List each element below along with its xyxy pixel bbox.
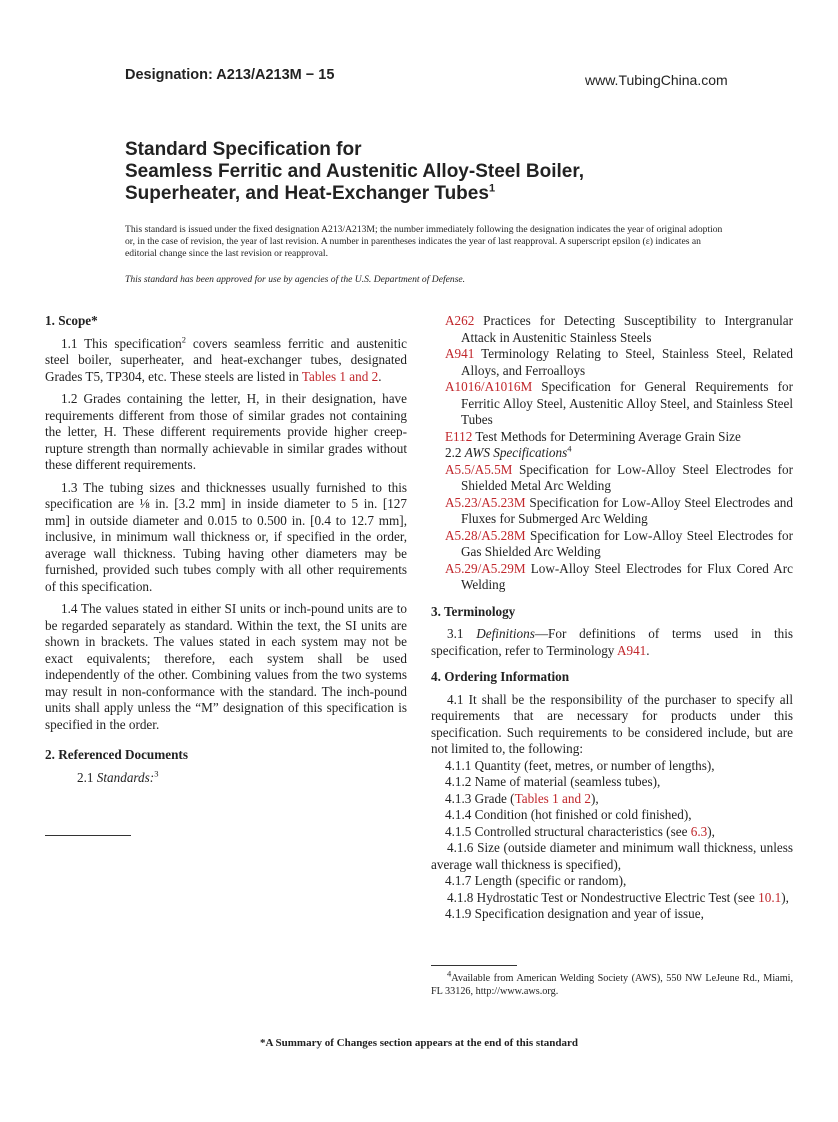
reference-item [445, 346, 793, 379]
reference-link[interactable]: E112 [445, 428, 473, 444]
reference-title: Test Methods for Determining Average Grain Size [472, 428, 741, 444]
ordering-item-3-end: ), [590, 790, 599, 806]
reference-link[interactable]: A262 [445, 313, 475, 328]
footnote-4-mark: 4 [447, 968, 452, 979]
ordering-item-3 [431, 791, 793, 808]
terminology-text: —For definitions of terms used in this specification, refer to Terminology [431, 626, 794, 658]
aws-reference-list [431, 462, 793, 594]
reference-item [445, 313, 793, 346]
ordering-item-8-end: ), [781, 889, 789, 905]
tables-link[interactable]: Tables 1 and 2 [514, 790, 591, 806]
ordering-item-4: 4.1.4 Condition (hot finished or cold finished), [445, 807, 692, 822]
footnote-mark-4: 4 [567, 443, 572, 454]
designation-header: Designation: A213/A213M − 15 [125, 67, 335, 83]
footnote-divider-right [431, 965, 517, 966]
a941-link[interactable]: A941 [616, 642, 647, 658]
reference-item [445, 429, 793, 446]
website-link[interactable]: www.TubingChina.com [585, 72, 728, 88]
scope-p1-text-cont: covers seamless ferritic and austenitic steel boiler, superheater, and heat-exchanger tubes, designated Grades T5, TP304, etc. These steels are listed in [45, 335, 407, 384]
scope-heading: 1. Scope* [45, 313, 98, 328]
standards-label: Standards: [96, 769, 155, 785]
ordering-item-3-text: 4.1.3 Grade ( [445, 790, 515, 806]
ordering-intro: 4.1 It shall be the responsibility of the purchaser to specify all requirements that are necessary for products under this specification. Such requirements to be considered include, but are not limited to, the following: [431, 691, 793, 756]
title-line-2: Seamless Ferritic and Austenitic Alloy-Steel Boiler, [125, 161, 584, 182]
aws-subheading [431, 445, 793, 462]
reference-link[interactable]: A5.5/A5.5M [445, 461, 513, 477]
reference-link[interactable]: A941 [445, 346, 475, 361]
ordering-item-8 [431, 890, 793, 907]
ordering-item-9: 4.1.9 Specification designation and year of issue, [445, 906, 704, 921]
terminology-label: Definitions [476, 626, 535, 641]
left-column [45, 313, 407, 786]
terminology-number: 3.1 [447, 626, 477, 641]
fixed-designation-notice: This standard is issued under the fixed designation A213/A213M; the number immediately following the designation indicates the year of original adoption or, in the case of revision, the year of last revision. A number in parentheses indicates the year of last reapproval. A superscript epsilon (ε) indicates an editorial change since the last revision or reapproval. [125, 224, 723, 259]
reference-item [445, 495, 793, 528]
reference-link[interactable]: A5.23/A5.23M [445, 494, 526, 510]
reference-link[interactable]: A5.29/A5.29M [445, 560, 526, 576]
section-6-3-link[interactable]: 6.3 [690, 823, 708, 839]
title-line-3-text: Superheater, and Heat-Exchanger Tubes [125, 183, 489, 204]
right-column [431, 313, 793, 923]
ordering-item-5-text: 4.1.5 Controlled structural characteristics (see [445, 823, 691, 839]
ordering-item-8-text: 4.1.8 Hydrostatic Test or Nondestructive Electric Test (see [447, 889, 759, 905]
ordering-item-1: 4.1.1 Quantity (feet, metres, or number of lengths), [445, 757, 715, 773]
standards-subheading [45, 770, 407, 787]
footnote-4 [431, 968, 793, 998]
title-line-1: Standard Specification for [125, 139, 362, 160]
footnote-mark-3: 3 [154, 768, 159, 779]
section-10-1-link[interactable]: 10.1 [758, 889, 782, 905]
reference-title: Practices for Detecting Susceptibility to Intergranular Attack in Austenitic Stainless Steels [461, 313, 793, 345]
footnote-4-text: Available from American Welding Society (AWS), 550 NW LeJeune Rd., Miami, FL 33126, http://www.aws.org. [431, 973, 793, 997]
terminology-paragraph [431, 626, 793, 659]
ordering-item-6: 4.1.6 Size (outside diameter and minimum wall thickness, unless average wall thickness is specified), [431, 840, 793, 872]
reference-item [445, 462, 793, 495]
reference-title: Specification for Low-Alloy Steel Electrodes and Fluxes for Submerged Arc Welding [461, 494, 793, 526]
ordering-item-7: 4.1.7 Length (specific or random), [445, 873, 627, 888]
ordering-item-2: 4.1.2 Name of material (seamless tubes), [445, 774, 661, 789]
scope-paragraph-2: 1.2 Grades containing the letter, H, in their designation, have requirements different from those of similar grades not containing the letter, H. These different requirements provide higher creep-rupture strength than normally achievable in similar grades without these different requirements. [45, 391, 407, 472]
terminology-heading: 3. Terminology [431, 603, 516, 619]
footnote-mark-2: 2 [181, 334, 187, 345]
reference-item [445, 561, 793, 594]
reference-title: Terminology Relating to Steel, Stainless Steel, Related Alloys, and Ferroalloys [461, 346, 793, 378]
scope-paragraph-4: 1.4 The values stated in either SI units or inch-pound units are to be regarded separately as standard. Within the text, the SI units are shown in brackets. The values stated in each system may not be exact equivalents; therefore, each system shall be used independently of the other. Combining values from the two systems may result in non-conformance with the standard. The inch-pound units shall apply unless the “M” designation of this specification is specified in the order. [45, 601, 407, 732]
reference-link[interactable]: A1016/A1016M [445, 379, 533, 394]
ordering-heading: 4. Ordering Information [431, 669, 570, 684]
reference-title: Specification for Low-Alloy Steel Electrodes for Gas Shielded Arc Welding [461, 527, 793, 559]
title-line-3 [125, 183, 765, 205]
reference-title: Specification for Low-Alloy Steel Electrodes for Shielded Metal Arc Welding [461, 461, 793, 493]
footnote-divider-left [45, 835, 131, 836]
reference-item [445, 528, 793, 561]
tables-link[interactable]: Tables 1 and 2 [301, 368, 379, 384]
scope-paragraph-1 [45, 336, 407, 386]
ordering-item-5 [431, 824, 793, 841]
aws-number: 2.2 [445, 445, 465, 460]
title-footnote-mark: 1 [488, 182, 496, 195]
summary-of-changes-note: *A Summary of Changes section appears at the end of this standard [259, 1037, 579, 1049]
reference-title: Specification for General Requirements for Ferritic Alloy Steel, Austenitic Alloy Steel, and Stainless Steel Tubes [461, 379, 793, 427]
dod-approval-notice: This standard has been approved for use by agencies of the U.S. Department of Defense. [125, 274, 466, 285]
reference-link[interactable]: A5.28/A5.28M [445, 527, 526, 543]
reference-title: Low-Alloy Steel Electrodes for Flux Cored Arc Welding [461, 560, 793, 592]
scope-p1-end: . [378, 368, 382, 384]
terminology-end: . [646, 642, 650, 658]
standards-number: 2.1 [77, 769, 97, 785]
astm-reference-list [431, 313, 793, 445]
reference-item [445, 379, 793, 429]
ordering-item-5-end: ), [707, 823, 715, 839]
document-title [125, 139, 765, 205]
aws-label: AWS Specifications [464, 445, 568, 460]
referenced-documents-heading: 2. Referenced Documents [45, 747, 188, 762]
scope-p1-text: 1.1 This specification [61, 335, 182, 351]
scope-paragraph-3: 1.3 The tubing sizes and thicknesses usually furnished to this specification are ⅛ in. [3.2 mm] in inside diameter to 5 in. [127 mm] in outside diameter and 0.015 to 0.500 in. [0.4 to 12.7 mm], inclusive, in minimum wall thickness or, if specified in the order, average wall thickness. Tubing having other diameters may be furnished, provided such tubes comply with all other requirements of this specification. [45, 479, 407, 594]
